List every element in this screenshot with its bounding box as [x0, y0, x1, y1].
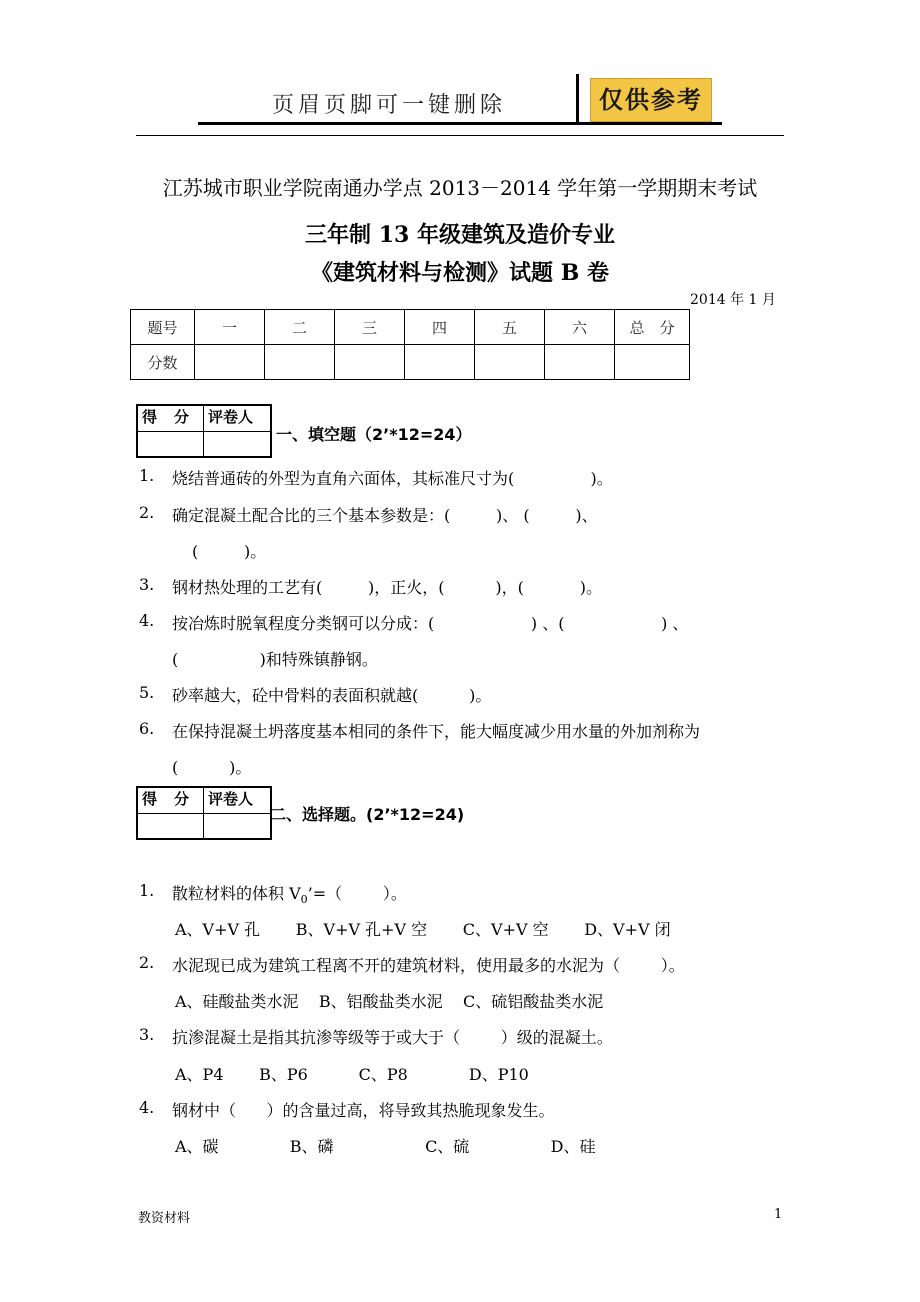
fill-blank-question: 烧结普通砖的外型为直角六面体，其标准尺寸为( )。 — [172, 469, 613, 488]
question-number: 1. — [139, 466, 155, 485]
score-table-score-row — [131, 345, 690, 380]
fill-blank-question-continued: ( )和特殊镇静钢。 — [172, 650, 378, 669]
grader-box-score-label: 得 分 — [142, 408, 191, 426]
score-table-cell — [405, 345, 475, 380]
question-number: 6. — [139, 719, 155, 738]
question-number: 4. — [139, 611, 155, 630]
fill-blank-question-continued: ( )。 — [172, 758, 252, 777]
choice-question-stem: 抗渗混凝土是指其抗渗等级等于或大于（ ）级的混凝土。 — [172, 1028, 613, 1047]
fill-blank-question: 在保持混凝土坍落度基本相同的条件下，能大幅度减少用水量的外加剂称为 — [172, 722, 701, 741]
score-table — [130, 309, 690, 380]
question-number: 3. — [139, 575, 155, 594]
exam-course-title: 《建筑材料与检测》试题 B 卷 — [311, 260, 609, 286]
score-table-cell — [545, 345, 615, 380]
score-table-cell: 总 分 — [615, 310, 690, 345]
score-table-cell: 一 — [195, 310, 265, 345]
question-number: 5. — [139, 683, 155, 702]
score-table-header-row — [131, 310, 690, 345]
header-watermark-text: 页眉页脚可一键删除 — [272, 93, 507, 118]
fill-blank-question: 砂率越大，砼中骨料的表面积就越( )。 — [172, 686, 492, 705]
choice-options: A、硅酸盐类水泥 B、铝酸盐类水泥 C、硫铝酸盐类水泥 — [175, 992, 604, 1011]
score-table-cell — [195, 345, 265, 380]
score-table-cell: 二 — [265, 310, 335, 345]
question-number: 2. — [139, 953, 155, 972]
score-table-cell: 分数 — [131, 345, 195, 380]
question-number: 1. — [139, 881, 155, 900]
choice-question-stem: 水泥现已成为建筑工程离不开的建筑材料，使用最多的水泥为（ ）。 — [172, 956, 685, 975]
score-table-cell: 三 — [335, 310, 405, 345]
section1-grader-box — [136, 404, 272, 458]
choice-question-stem: 散粒材料的体积 $V_0’=$（ ）。 — [172, 884, 407, 907]
score-table-cell — [475, 345, 545, 380]
header-underline — [198, 122, 722, 125]
exam-institution-title: 江苏城市职业学院南通办学点 2013－2014 学年第一学期期末考试 — [162, 176, 758, 200]
question-number: 4. — [139, 1098, 155, 1117]
footer-label: 教资材料 — [138, 1211, 191, 1226]
score-table-cell: 六 — [545, 310, 615, 345]
page-number: 1 — [774, 1207, 783, 1222]
reference-only-badge: 仅供参考 — [590, 78, 712, 122]
section2-heading: 二、选择题。(2’*12=24) — [270, 805, 465, 824]
fill-blank-question: 确定混凝土配合比的三个基本参数是：( )、 ( )、 — [172, 506, 598, 525]
question-number: 2. — [139, 503, 155, 522]
exam-date: 2014 年 1 月 — [690, 292, 776, 308]
question-number: 3. — [139, 1025, 155, 1044]
grader-box-grader-label: 评卷人 — [208, 790, 254, 808]
fill-blank-question: 钢材热处理的工艺有( )，正火，( )，( )。 — [172, 578, 603, 597]
exam-program-title: 三年制 13 年级建筑及造价专业 — [305, 222, 615, 248]
score-table-cell: 四 — [405, 310, 475, 345]
score-table-cell — [335, 345, 405, 380]
choice-options: A、P4 B、P6 C、P8 D、P10 — [175, 1065, 529, 1084]
fill-blank-question-continued: ( )。 — [192, 542, 267, 561]
header-divider — [576, 74, 579, 124]
section1-heading: 一、填空题（2’*12=24） — [276, 425, 472, 444]
choice-options: A、碳 B、磷 C、硫 D、硅 — [175, 1137, 596, 1156]
fill-blank-question: 按冶炼时脱氧程度分类钢可以分成：( ) 、( ) 、 — [172, 614, 689, 633]
section2-grader-box — [136, 786, 272, 840]
grader-box-score-label: 得 分 — [142, 790, 191, 808]
score-table-cell: 五 — [475, 310, 545, 345]
choice-question-stem: 钢材中（ ）的含量过高，将导致其热脆现象发生。 — [172, 1101, 555, 1120]
score-table-cell: 题号 — [131, 310, 195, 345]
choice-options: A、V+V 孔 B、V+V 孔+V 空 C、V+V 空 D、V+V 闭 — [175, 920, 671, 939]
grader-box-grader-label: 评卷人 — [208, 408, 254, 426]
score-table-cell — [615, 345, 690, 380]
score-table-cell — [265, 345, 335, 380]
header-rule — [136, 135, 784, 136]
